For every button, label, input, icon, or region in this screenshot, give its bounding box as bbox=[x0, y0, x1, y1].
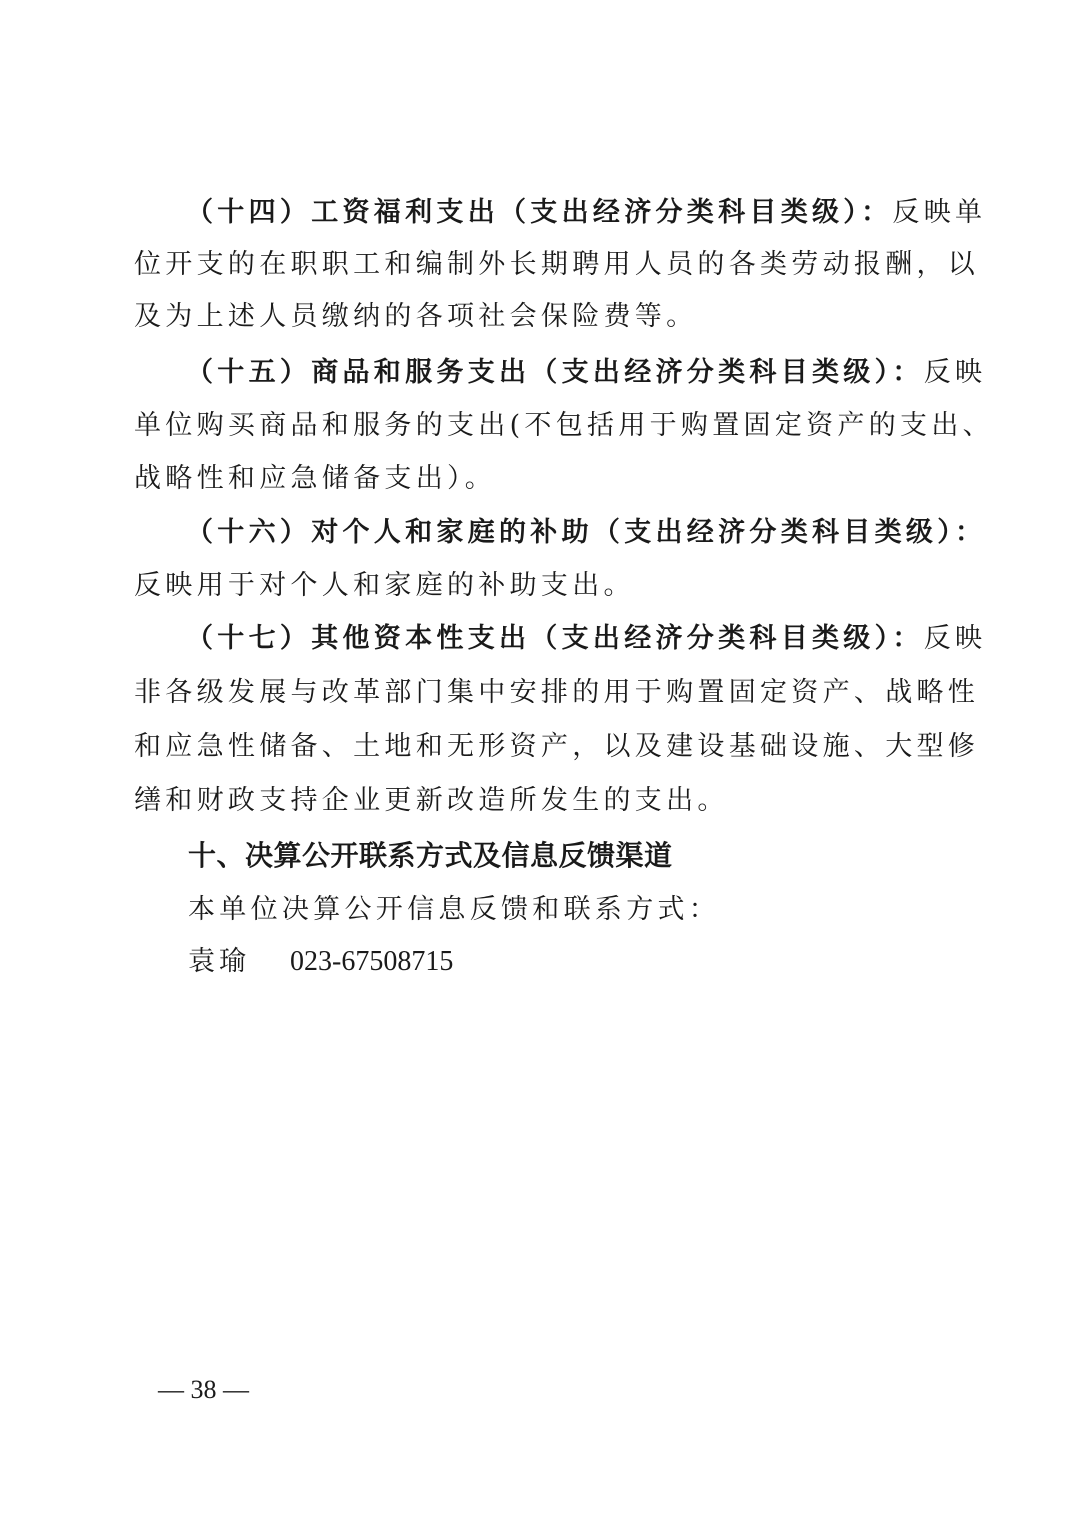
paragraph-14-text: 反映单 bbox=[892, 197, 987, 228]
paragraph-17-line-3: 和应急性储备、土地和无形资产，以及建设基础设施、大型修 bbox=[134, 731, 980, 762]
page-number: — 38 — bbox=[158, 1375, 249, 1404]
paragraph-16-heading: （十六）对个人和家庭的补助（支出经济分类科目类级）： bbox=[186, 517, 987, 548]
paragraph-14-heading: （十四）工资福利支出（支出经济分类科目类级）： bbox=[186, 197, 893, 228]
paragraph-17-line-4: 缮和财政支持企业更新改造所发生的支出。 bbox=[134, 785, 729, 816]
paragraph-14-line-1 bbox=[186, 193, 987, 233]
paragraph-16-line-1 bbox=[186, 513, 987, 553]
paragraph-17-line-1 bbox=[186, 619, 987, 659]
paragraph-15-text: 反映 bbox=[923, 357, 987, 388]
paragraph-15-line-1 bbox=[186, 353, 987, 393]
paragraph-15-line-2: 单位购买商品和服务的支出(不包括用于购置固定资产的支出、 bbox=[134, 410, 994, 441]
paragraph-17-line-2: 非各级发展与改革部门集中安排的用于购置固定资产、战略性 bbox=[134, 677, 980, 708]
paragraph-14-line-3: 及为上述人员缴纳的各项社会保险费等。 bbox=[134, 301, 698, 332]
paragraph-15-line-3: 战略性和应急储备支出）。 bbox=[134, 463, 497, 494]
contact-intro: 本单位决算公开信息反馈和联系方式： bbox=[188, 894, 721, 925]
paragraph-17-text: 反映 bbox=[923, 623, 987, 654]
paragraph-17-heading: （十七）其他资本性支出（支出经济分类科目类级）： bbox=[186, 623, 924, 654]
contact-phone: 023-67508715 bbox=[290, 946, 454, 977]
paragraph-15-heading: （十五）商品和服务支出（支出经济分类科目类级）： bbox=[186, 357, 924, 388]
paragraph-14-line-2: 位开支的在职职工和编制外长期聘用人员的各类劳动报酬，以 bbox=[134, 249, 980, 280]
contact-name: 袁瑜 bbox=[188, 946, 250, 977]
section-heading: 十、决算公开联系方式及信息反馈渠道 bbox=[188, 839, 673, 872]
paragraph-16-line-2: 反映用于对个人和家庭的补助支出。 bbox=[134, 570, 635, 601]
